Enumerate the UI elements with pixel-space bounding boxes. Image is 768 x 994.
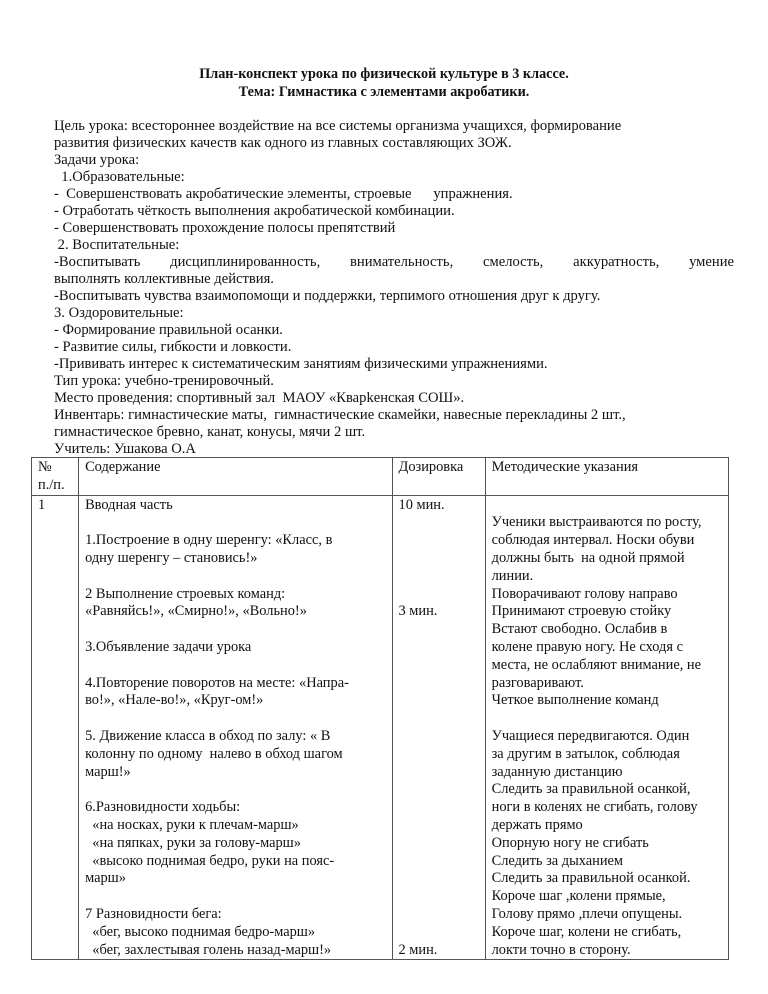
text-line — [85, 657, 385, 675]
text-line — [85, 888, 385, 906]
lesson-plan-table — [31, 457, 729, 960]
row-content — [79, 495, 392, 960]
text-line: за другим в затылок, соблюдая — [491, 745, 680, 762]
intro-lines — [54, 118, 734, 254]
text-line: во!», «Нале-во!», «Круг-ом!» — [85, 692, 264, 709]
text-line: Задачи урока: — [54, 152, 140, 168]
header-number: № п./п. — [32, 458, 79, 496]
dosage-value: 10 мин. — [398, 496, 445, 513]
spacer — [399, 550, 479, 568]
text-line: 1.Построение в одну шеренгу: «Класс, в — [85, 532, 333, 549]
spacer — [399, 764, 479, 782]
text-line: 2. Воспитательные: — [54, 237, 180, 253]
text-line: гимнастическое бревно, канат, конусы, мячи 2 шт. — [54, 424, 366, 440]
text-line: локти точно в сторону. — [491, 941, 631, 958]
text-line: 3.Объявление задачи урока — [85, 638, 252, 655]
text-line: «бег, высоко поднимая бедро-марш» — [85, 923, 316, 940]
text-line: - Развитие силы, гибкости и ловкости. — [54, 339, 292, 355]
spacer — [399, 888, 479, 906]
text-line: - Совершенствовать акробатические элементы, строевые упражнения. — [54, 186, 513, 202]
spacer — [399, 657, 479, 675]
text-line: Цель урока: всестороннее воздействие на все системы организма учащихся, формирование — [54, 118, 622, 134]
text-line: марш» — [85, 870, 126, 887]
intro-lines-after — [54, 271, 734, 458]
spacer — [399, 799, 479, 817]
text-line: Опорную ногу не сгибать — [491, 834, 649, 851]
spacer — [399, 924, 479, 942]
text-line: выполнять коллективные действия. — [54, 271, 274, 287]
row-method-notes — [485, 495, 728, 960]
text-line: заданную дистанцию — [491, 763, 623, 780]
text-line: линии. — [491, 567, 534, 584]
text-line: Короче шаг, колени не сгибать, — [491, 923, 682, 940]
text-line: одну шеренгу – становись!» — [85, 549, 258, 566]
text-line: Следить за дыханием — [491, 852, 624, 869]
text-line — [85, 514, 385, 532]
text-line: Место проведения: спортивный зал МАОУ «Кварkенская СОШ». — [54, 390, 465, 406]
text-line: - Совершенствовать прохождение полосы препятствий — [54, 220, 396, 236]
text-line: Короче шаг ,колени прямые, — [491, 888, 666, 905]
text-line: -Воспитывать чувства взаимопомощи и поддержки, терпимого отношения друг к другу. — [54, 288, 601, 304]
text-line — [492, 710, 722, 728]
text-line: «высоко поднимая бедро, руки на пояс- — [85, 852, 335, 869]
text-line: Учитель: Ушакова О.А — [54, 441, 196, 457]
text-line: 3. Оздоровительные: — [54, 305, 184, 321]
spacer — [399, 568, 479, 586]
text-line: Голову прямо ,плечи опущены. — [491, 905, 683, 922]
spacer — [399, 781, 479, 799]
text-line: колене правую ногу. Не сходя с — [491, 638, 683, 655]
spacer — [399, 710, 479, 728]
text-line: «на пяпках, руки за голову-марш» — [85, 834, 301, 851]
spacer — [399, 692, 479, 710]
dosage-value: 3 мин. — [398, 603, 438, 620]
text-line — [85, 568, 385, 586]
lesson-intro — [54, 118, 734, 458]
text-line — [492, 497, 722, 515]
text-line: разговаривают. — [491, 674, 584, 691]
intro-justified-line: -Воспитывать дисциплинированность, внимательность, смелость, аккуратность, умение — [54, 254, 734, 270]
text-line: 1.Образовательные: — [54, 169, 185, 185]
text-line: развития физических качеств как одного из главных составляющих ЗОЖ. — [54, 135, 512, 151]
text-line: должны быть на одной прямой — [491, 549, 685, 566]
dosage-value: 2 мин. — [398, 941, 438, 958]
spacer — [399, 639, 479, 657]
text-line: Тип урока: учебно-тренировочный. — [54, 373, 274, 389]
spacer — [399, 514, 479, 532]
text-line: 7 Разновидности бега: — [85, 905, 222, 922]
text-line: «на носках, руки к плечам-марш» — [85, 816, 299, 833]
header-content: Содержание — [79, 458, 392, 496]
text-line: 2 Выполнение строевых команд: — [85, 585, 286, 602]
spacer — [399, 817, 479, 835]
text-line: 6.Разновидности ходьбы: — [85, 799, 241, 816]
text-line: «Равняйсь!», «Смирно!», «Вольно!» — [85, 603, 307, 620]
text-line: Следить за правильной осанкой, — [491, 781, 691, 798]
text-line: 5. Движение класса в обход по залу: « В — [85, 727, 331, 744]
header-dosage: Дозировка — [392, 458, 485, 496]
text-line: соблюдая интервал. Носки обуви — [491, 532, 695, 549]
spacer — [399, 835, 479, 853]
text-line: 4.Повторение поворотов на месте: «Напра- — [85, 674, 349, 691]
text-line: - Отработать чёткость выполнения акробатической комбинации. — [54, 203, 455, 219]
text-line: марш!» — [85, 763, 131, 780]
text-line: места, не ослабляют внимание, не — [491, 656, 701, 673]
text-line: Поворачивают голову направо — [491, 585, 678, 602]
text-line — [85, 710, 385, 728]
text-line: колонну по одному налево в обход шагом — [85, 745, 343, 762]
text-line: ноги в коленях не сгибать, голову — [491, 799, 698, 816]
table-row — [32, 495, 729, 960]
text-line: Вводная часть — [85, 496, 173, 513]
spacer — [399, 870, 479, 888]
spacer — [399, 532, 479, 550]
text-line: Четкое выполнение команд — [491, 692, 659, 709]
text-line: - Формирование правильной осанки. — [54, 322, 283, 338]
header-method-notes: Методические указания — [485, 458, 728, 496]
text-line: -Прививать интерес к систематическим занятиям физическими упражнениями. — [54, 356, 548, 372]
spacer — [399, 675, 479, 693]
document-title: План-конспект урока по физической культуре в 3 классе. — [199, 66, 569, 82]
spacer — [399, 746, 479, 764]
table-header-row — [32, 458, 729, 496]
text-line: Инвентарь: гимнастические маты, гимнастические скамейки, навесные перекладины 2 шт., — [54, 407, 626, 423]
row-dosage — [392, 495, 485, 960]
text-line: держать прямо — [491, 816, 583, 833]
text-line: Учащиеся передвигаются. Один — [491, 727, 690, 744]
spacer — [399, 728, 479, 746]
text-line: «бег, захлестывая голень назад-марш!» — [85, 941, 332, 958]
text-line: Ученики выстраиваются по росту, — [491, 514, 702, 531]
row-number: 1 — [32, 495, 79, 960]
spacer — [399, 586, 479, 604]
text-line: Встают свободно. Ослабив в — [491, 621, 668, 638]
text-line — [85, 621, 385, 639]
spacer — [399, 853, 479, 871]
spacer — [399, 621, 479, 639]
spacer — [399, 906, 479, 924]
text-line: Принимают строевую стойку — [491, 603, 672, 620]
text-line — [85, 781, 385, 799]
document-subtitle: Тема: Гимнастика с элементами акробатики. — [238, 84, 530, 100]
text-line: Следить за правильной осанкой. — [491, 870, 691, 887]
